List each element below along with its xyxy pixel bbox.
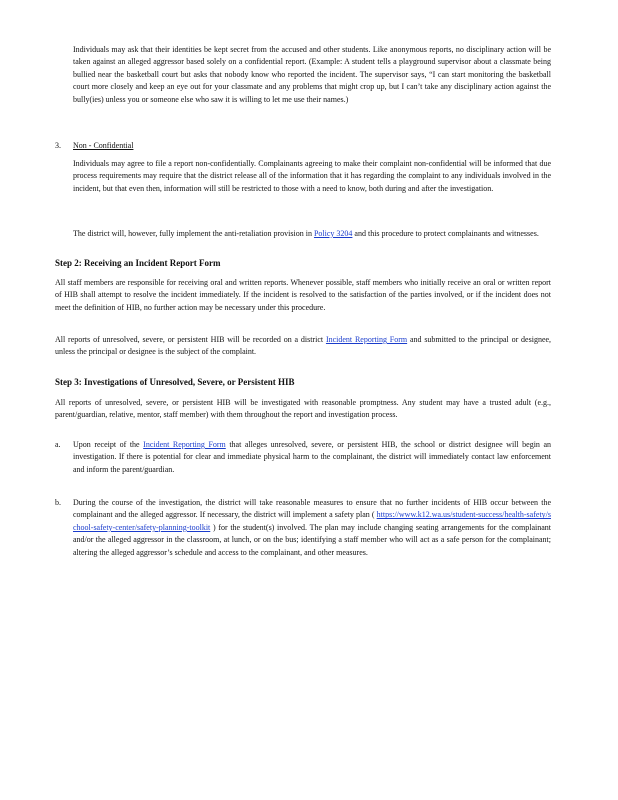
text-segment: and this procedure to protect complainants and witnesses. xyxy=(354,229,539,238)
confidential-paragraph: Individuals may ask that their identities be kept secret from the accused and other students. Like anonymous reports, no disciplinary action will be taken against an alleged aggressor based solely on a confidential report. (Example: A student tells a playground supervisor about a classmate being bullied near the basketball court but asks that nobody know who reported the incident. The supervisor says, “I can start monitoring the basketball court more closely and keep an eye out for your classmate and any problems that might crop up, but I can’t take any disciplinary action against the bully(ies) unless you or someone else who saw it is willing to let me use their names.) xyxy=(73,45,551,104)
incident-reporting-form-link-2[interactable]: Incident Reporting Form xyxy=(143,440,226,449)
list-letter-b: b. xyxy=(55,498,61,507)
section-title-non-confidential: Non - Confidential xyxy=(73,141,134,150)
list-number-3: 3. xyxy=(55,141,61,150)
text-segment: ) for the student(s) involved. The plan may include changing seating arrangements for the complainant and/or the alleged aggressor in the classroom, at lunch, or on the bus; identifying a staff member who will act as a safe person for the complainant; altering the alleged aggressor’s schedule and access to the complainant, and other measures. xyxy=(73,522,551,557)
non-confidential-paragraph: Individuals may agree to file a report non-confidentially. Complainants agreeing to make their complaint non-confidential will be informed that due process requirements may require that the district release all of the information that it has regarding the complaint to any individuals involved in the incident, but that even then, information will still be restricted to those with a need to know, both during and after the investigation. xyxy=(73,159,551,193)
policy-3204-link[interactable]: Policy 3204 xyxy=(313,229,353,238)
safety-planning-toolkit-link[interactable]: https://www.k12.wa.us/student-success/health-safety/school-safety-center/safety-planning-toolkit xyxy=(73,510,551,532)
text-segment: During the course of the investigation, the district will take reasonable measures to ensure that no further incidents of HIB occur between the complainant and the alleged aggressor. If necessary, the district will implement a safety plan ( xyxy=(73,498,551,520)
text-segment: All reports of unresolved, severe, or persistent HIB will be recorded on a district xyxy=(55,335,324,344)
list-letter-a: a. xyxy=(55,440,61,449)
step3-heading: Step 3: Investigations of Unresolved, Severe, or Persistent HIB xyxy=(55,377,295,387)
text-segment: that alleges unresolved, severe, or persistent HIB, the school or district designee will begin an investigation. If there is potential for clear and immediate physical harm to the complainant, the district will immediately contact law enforcement and inform the parent/guardian. xyxy=(73,440,552,474)
item-b-paragraph xyxy=(73,497,551,559)
item-a-paragraph xyxy=(73,439,551,476)
text-segment: Upon receipt of the xyxy=(73,440,140,449)
step3-paragraph: All reports of unresolved, severe, or persistent HIB will be investigated with reasonable promptness. Any student may have a trusted adult (e.g., parent/guardian, relative, mentor, staff member) with them throughout the report and investigation process. xyxy=(55,398,551,420)
step2-paragraph: All staff members are responsible for receiving oral and written reports. Whenever possible, staff members who initially receive an oral or written report of HIB shall attempt to resolve the incident immediately. If the incident is resolved to the satisfaction of the parties involved, or if the incident does not meet the definition of HIB, no further action may be necessary under this procedure. xyxy=(55,278,551,312)
incident-reporting-form-link[interactable]: Incident Reporting Form xyxy=(325,335,408,344)
text-segment: and submitted to the principal or designee, unless the principal or designee is the subject of the complaint. xyxy=(55,335,552,357)
anti-retaliation-paragraph xyxy=(73,228,551,240)
text-segment: The district will, however, fully implement the anti-retaliation provision in xyxy=(73,229,312,238)
step2-heading: Step 2: Receiving an Incident Report Form xyxy=(55,258,221,268)
step2-reports-paragraph xyxy=(55,334,551,359)
